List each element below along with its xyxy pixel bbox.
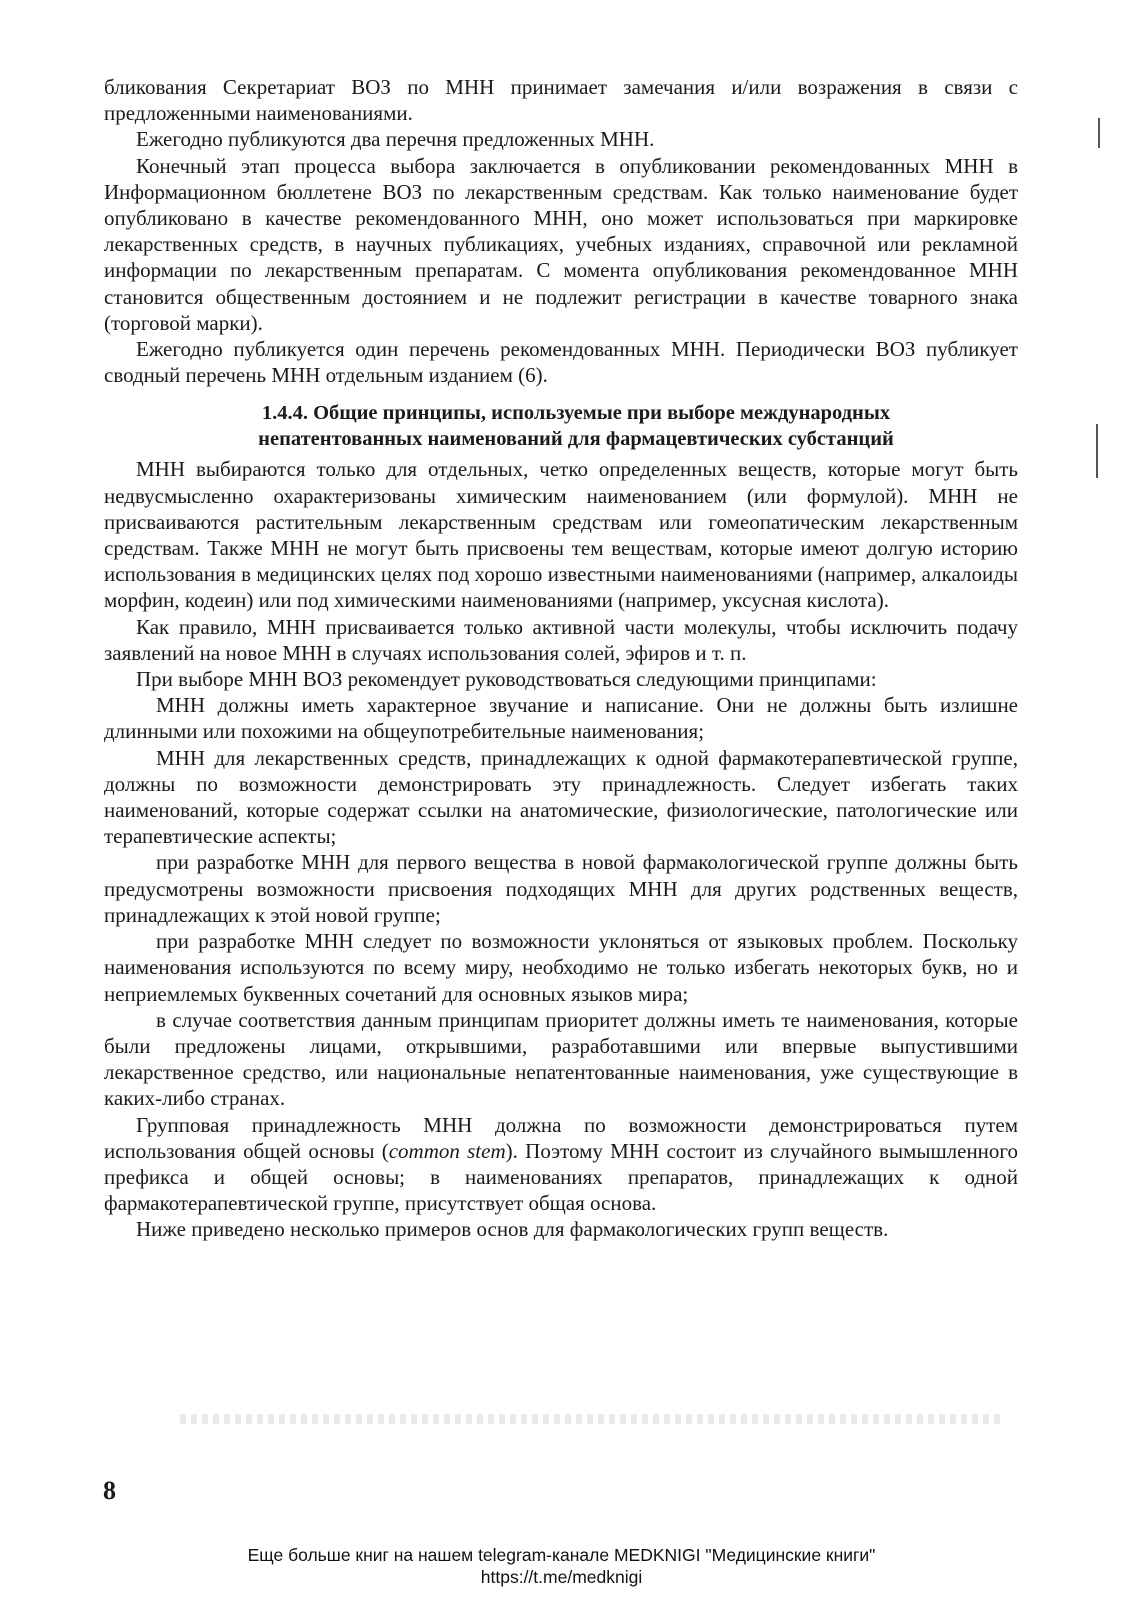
page-number: 8 <box>103 1476 116 1505</box>
paragraph: Ежегодно публикуются два перечня предложенных МНН. <box>136 127 655 152</box>
footer-text: Еще больше книг на нашем telegram-канале MEDKNIGI "Медицинские книги" <box>247 1545 876 1565</box>
telegram-link[interactable]: https://t.me/medknigi <box>480 1567 643 1587</box>
paragraph: При выборе МНН ВОЗ рекомендует руководствоваться следующими принципами: <box>136 667 877 692</box>
paragraph-text: ). Поэтому МНН состоит из случайного вымышленного префикса и общей основы; в наименованиях препаратов, принадлежащих к одной фармакотерапевтической группе, присутствует общая основа. <box>104 1138 1019 1216</box>
italic-term: common stem <box>388 1138 506 1163</box>
principle-item: при разработке МНН следует по возможности уклоняться от языковых проблем. Поскольку наименования используются по всему миру, необходимо не только избегать некоторых букв, но и неприемлемых буквенных сочетаний для основных языков мира; <box>104 929 1018 1006</box>
paragraph <box>104 1112 1018 1217</box>
section-heading <box>134 400 1018 452</box>
section-heading-line: непатентованных наименований для фармацевтических субстанций <box>258 428 894 451</box>
paragraph: Ежегодно публикуется один перечень рекомендованных МНН. Периодически ВОЗ публикует сводный перечень МНН отдельным изданием (6). <box>104 337 1018 388</box>
paragraph: МНН выбираются только для отдельных, четко определенных веществ, которые могут быть недвусмысленно охарактеризованы химическим наименованием (или формулой). МНН не присваиваются растительным лекарственным средствам или гомеопатическим лекарственным средствам. Также МНН не могут быть присвоены тем веществам, которые имеют долгую историю использования в медицинских целях под хорошо известными наименованиями (например, алкалоиды морфин, кодеин) или под химическими наименованиями (например, уксусная кислота). <box>104 457 1018 613</box>
paragraph-text: Групповая принадлежность МНН должна по возможности демонстрироваться путем использования общей основы ( <box>104 1112 1018 1163</box>
paragraph: Конечный этап процесса выбора заключается в опубликовании рекомендованных МНН в Информационном бюллетене ВОЗ по лекарственным средствам. Как только наименование будет опубликовано в качестве рекомендованного МНН, оно может использоваться при маркировке лекарственных средств, в научных публикациях, учебных изданиях, справочной или рекламной информации по лекарственным препаратам. С момента опубликования рекомендованное МНН становится общественным достоянием и не подлежит регистрации в качестве товарного знака (торговой марки). <box>104 153 1018 335</box>
principle-item: при разработке МНН для первого вещества в новой фармакологической группе должны быть предусмотрены возможности присвоения подходящих МНН для других родственных веществ, принадлежащих к этой новой группе; <box>104 850 1018 927</box>
paragraph: Как правило, МНН присваивается только активной части молекулы, чтобы исключить подачу заявлений на новое МНН в случаях использования солей, эфиров и т. п. <box>104 614 1018 665</box>
principle-item: в случае соответствия данным принципам приоритет должны иметь те наименования, которые были предложены лицами, открывшими, разработавшими или впервые выпустившими лекарственное средство, или национальные непатентованные наименования, уже существующие в каких-либо странах. <box>104 1007 1018 1111</box>
footer-banner <box>0 1544 1123 1588</box>
paragraph: Ниже приведено несколько примеров основ для фармакологических групп веществ. <box>136 1217 889 1242</box>
page-body <box>104 74 1018 1243</box>
scan-artifact <box>1098 118 1100 148</box>
section-heading-line: 1.4.4. Общие принципы, используемые при выборе международных <box>261 402 891 425</box>
principle-item: МНН для лекарственных средств, принадлежащих к одной фармакотерапевтической группе, должны по возможности демонстрировать эту принадлежность. Следует избегать таких наименований, которые содержат ссылки на анатомические, физиологические, патологические или терапевтические аспекты; <box>104 745 1018 849</box>
scan-artifact <box>1096 424 1098 478</box>
principle-item: МНН должны иметь характерное звучание и написание. Они не должны быть излишне длинными или похожими на общеупотребительные наименования; <box>104 693 1018 744</box>
bleed-through-text <box>180 1414 1000 1424</box>
paragraph-continued: бликования Секретариат ВОЗ по МНН принимает замечания и/или возражения в связи с предложенными наименованиями. <box>104 75 1018 126</box>
